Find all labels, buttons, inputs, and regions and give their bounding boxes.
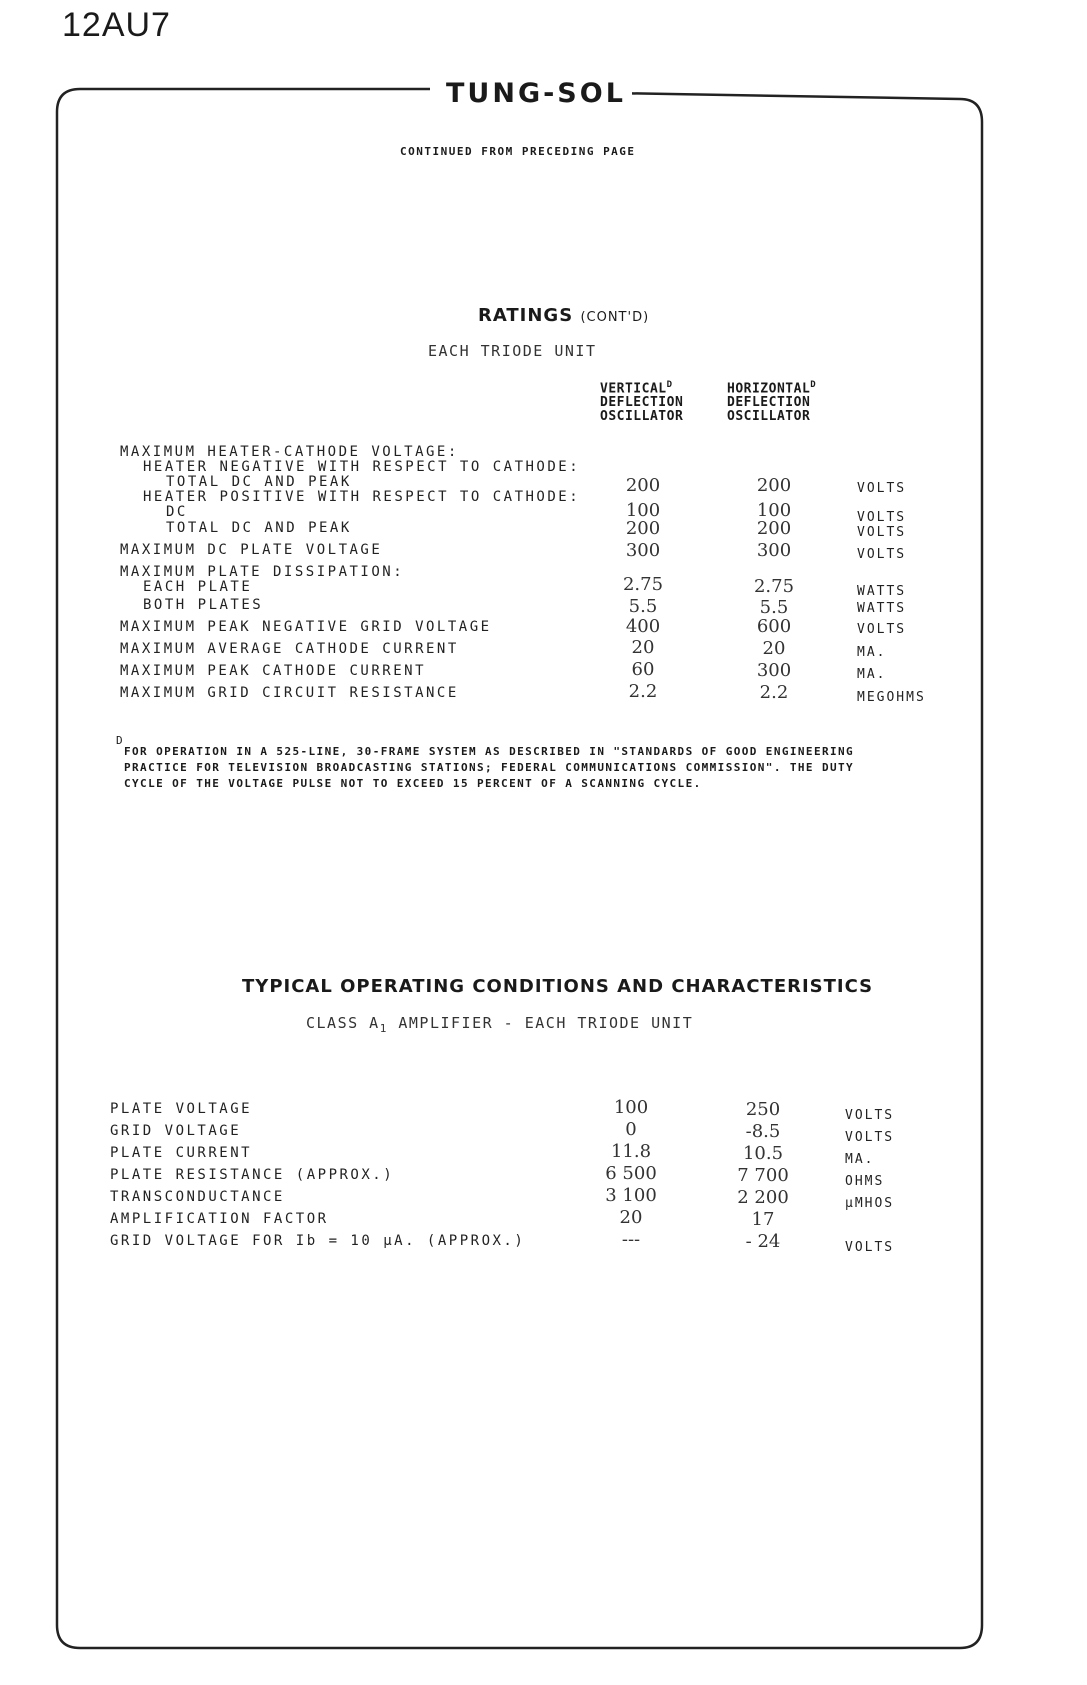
rating-unit: MA. [857, 667, 887, 682]
typical-unit: MA. [845, 1152, 875, 1167]
typical-value-2: 2 200 [737, 1187, 789, 1208]
rating-unit: MA. [857, 645, 887, 660]
footnote-mark: D [116, 734, 123, 747]
typical-unit: OHMS [845, 1174, 885, 1189]
brand-logo: TUNG-SOL [440, 78, 632, 109]
rating-value-vertical: 60 [631, 659, 655, 680]
rating-value-vertical: 200 [625, 475, 661, 496]
rating-value-vertical: 400 [625, 616, 661, 637]
col-head-horizontal: $HORIZONTAL^D$ DEFLECTION OSCILLATOR [727, 380, 817, 425]
rating-label: TOTAL DC AND PEAK [166, 520, 352, 536]
typical-label: TRANSCONDUCTANCE [110, 1189, 285, 1205]
typical-label: PLATE CURRENT [110, 1145, 253, 1161]
rating-value-vertical: 5.5 [628, 596, 658, 617]
typical-unit: VOLTS [845, 1108, 895, 1123]
rating-value-vertical: 20 [631, 637, 655, 658]
rating-label: MAXIMUM GRID CIRCUIT RESISTANCE [120, 685, 459, 701]
footnote-line: CYCLE OF THE VOLTAGE PULSE NOT TO EXCEED 15 PERCENT OF A SCANNING CYCLE. [124, 777, 702, 790]
typical-value-2: - 24 [745, 1231, 781, 1252]
typical-value-1: 0 [625, 1119, 637, 1140]
rating-unit: WATTS [857, 601, 907, 616]
typical-value-2: 10.5 [742, 1143, 784, 1164]
rating-value-horizontal: 600 [756, 616, 792, 637]
rating-unit: VOLTS [857, 525, 907, 540]
rating-value-vertical: 200 [625, 518, 661, 539]
rating-label: EACH PLATE [143, 579, 253, 595]
ratings-title: RATINGS (CONT'D) [478, 305, 650, 326]
typical-unit: µMHOS [845, 1196, 895, 1211]
typical-label: GRID VOLTAGE [110, 1123, 242, 1139]
typical-unit: VOLTS [845, 1240, 895, 1255]
rating-unit: VOLTS [857, 510, 907, 525]
rating-unit: WATTS [857, 584, 907, 599]
rating-value-horizontal: 2.75 [753, 576, 795, 597]
footnote-line: FOR OPERATION IN A 525-LINE, 30-FRAME SYSTEM AS DESCRIBED IN "STANDARDS OF GOOD ENGINEERING [124, 745, 855, 758]
rating-label: TOTAL DC AND PEAK [166, 474, 352, 490]
rating-value-horizontal: 2.2 [759, 682, 789, 703]
typical-label: PLATE VOLTAGE [110, 1101, 253, 1117]
typical-unit: VOLTS [845, 1130, 895, 1145]
rating-value-horizontal: 200 [756, 518, 792, 539]
rating-unit: MEGOHMS [857, 690, 926, 705]
rating-label: MAXIMUM AVERAGE CATHODE CURRENT [120, 641, 459, 657]
rating-value-vertical: 2.75 [622, 574, 664, 595]
typical-value-2: -8.5 [745, 1121, 781, 1142]
rating-value-vertical: 300 [625, 540, 661, 561]
rating-value-vertical: 100 [625, 500, 661, 521]
typical-value-1: 6 500 [605, 1163, 657, 1184]
rating-label: MAXIMUM HEATER-CATHODE VOLTAGE: [120, 444, 459, 460]
typical-value-2: 250 [745, 1099, 781, 1120]
rating-label: MAXIMUM PLATE DISSIPATION: [120, 564, 405, 580]
typical-value-1: 11.8 [610, 1141, 652, 1162]
rating-value-horizontal: 20 [762, 638, 786, 659]
typical-value-1: --- [621, 1229, 641, 1250]
rating-unit: VOLTS [857, 622, 907, 637]
typical-label: PLATE RESISTANCE (APPROX.) [110, 1167, 395, 1183]
rating-label: MAXIMUM PEAK CATHODE CURRENT [120, 663, 427, 679]
rating-value-horizontal: 100 [756, 500, 792, 521]
rating-label: DC [166, 504, 188, 520]
ratings-subtitle: EACH TRIODE UNIT [428, 342, 597, 360]
typical-value-1: 100 [613, 1097, 649, 1118]
typical-value-1: 3 100 [605, 1185, 657, 1206]
rating-value-horizontal: 200 [756, 475, 792, 496]
rating-label: HEATER NEGATIVE WITH RESPECT TO CATHODE: [143, 459, 581, 475]
rating-value-vertical: 2.2 [628, 681, 658, 702]
rating-label: HEATER POSITIVE WITH RESPECT TO CATHODE: [143, 489, 581, 505]
footnote-line: PRACTICE FOR TELEVISION BROADCASTING STATIONS; FEDERAL COMMUNICATIONS COMMISSION". THE DUTY [124, 761, 855, 774]
typical-value-1: 20 [619, 1207, 643, 1228]
rating-value-horizontal: 300 [756, 540, 792, 561]
rating-value-horizontal: 5.5 [759, 597, 789, 618]
rating-unit: VOLTS [857, 547, 907, 562]
continued-note: CONTINUED FROM PRECEDING PAGE [400, 145, 636, 158]
rating-label: BOTH PLATES [143, 597, 264, 613]
rating-label: MAXIMUM DC PLATE VOLTAGE [120, 542, 383, 558]
typical-value-2: 7 700 [737, 1165, 789, 1186]
typical-label: AMPLIFICATION FACTOR [110, 1211, 329, 1227]
typical-title: TYPICAL OPERATING CONDITIONS AND CHARACTERISTICS [242, 976, 874, 997]
typical-label: GRID VOLTAGE FOR Ib = 10 µA. (APPROX.) [110, 1233, 526, 1249]
typical-subtitle: CLASS $A_1$ AMPLIFIER - EACH TRIODE UNIT [306, 1014, 694, 1035]
typical-value-2: 17 [751, 1209, 775, 1230]
tube-id: 12AU7 [62, 6, 171, 44]
rating-unit: VOLTS [857, 481, 907, 496]
rating-label: MAXIMUM PEAK NEGATIVE GRID VOLTAGE [120, 619, 492, 635]
rating-value-horizontal: 300 [756, 660, 792, 681]
col-head-vertical: $VERTICAL^D$ DEFLECTION OSCILLATOR [600, 380, 684, 425]
